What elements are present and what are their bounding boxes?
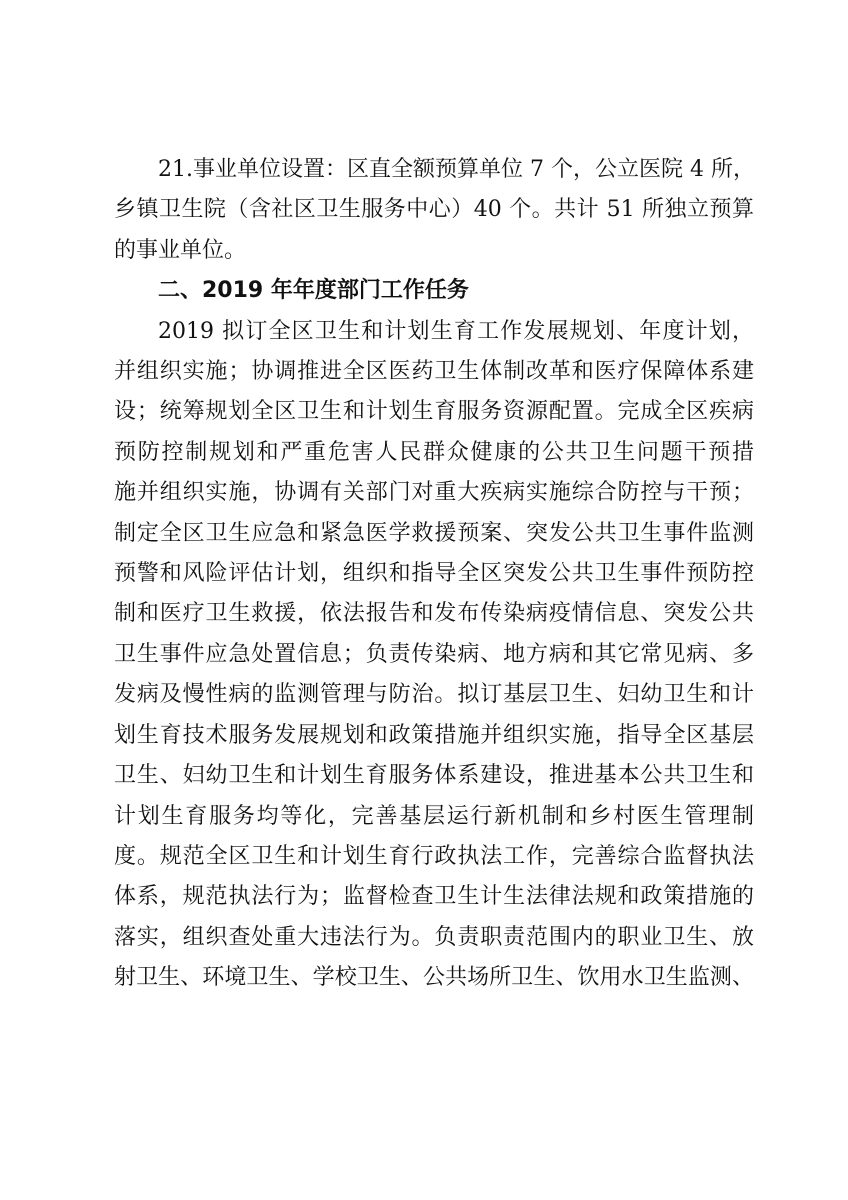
text-line: 划生育技术服务发展规划和政策措施并组织实施，指导全区基层 [114,722,754,748]
text-line: 乡镇卫生院（含社区卫生服务中心）40 个。共计 51 所独立预算 [114,197,754,223]
section-heading: 二、2019 年年度部门工作任务 [158,278,469,304]
text-line: 制和医疗卫生救援，依法报告和发布传染病疫情信息、突发公共 [114,601,754,627]
text-line: 设；统筹规划全区卫生和计划生育服务资源配置。完成全区疾病 [114,399,754,425]
text-line: 预警和风险评估计划，组织和指导全区突发公共卫生事件预防控 [114,561,754,587]
text-line: 并组织实施；协调推进全区医药卫生体制改革和医疗保障体系建 [114,359,754,385]
text-line: 21.事业单位设置：区直全额预算单位 7 个，公立医院 4 所， [158,157,755,182]
document-body [114,150,754,999]
text-line: 预防控制规划和严重危害人民群众健康的公共卫生问题干预措 [114,439,754,465]
text-line: 射卫生、环境卫生、学校卫生、公共场所卫生、饮用水卫生监测、 [114,965,754,991]
paragraph-tasks [114,312,754,999]
text-line: 制定全区卫生应急和紧急医学救援预案、突发公共卫生事件监测 [114,520,754,546]
text-line: 计划生育服务均等化，完善基层运行新机制和乡村医生管理制 [114,803,754,829]
text-line: 度。规范全区卫生和计划生育行政执法工作，完善综合监督执法 [114,843,754,869]
text-line: 发病及慢性病的监测管理与防治。拟订基层卫生、妇幼卫生和计 [114,682,754,708]
text-line: 体系，规范执法行为；监督检查卫生计生法律法规和政策措施的 [114,884,754,910]
text-line: 卫生、妇幼卫生和计划生育服务体系建设，推进基本公共卫生和 [114,763,754,789]
text-line: 落实，组织查处重大违法行为。负责职责范围内的职业卫生、放 [114,924,754,950]
text-line: 2019 拟订全区卫生和计划生育工作发展规划、年度计划， [158,318,754,344]
paragraph-21 [114,150,754,271]
text-line: 施并组织实施，协调有关部门对重大疾病实施综合防控与干预； [114,480,754,506]
text-line: 卫生事件应急处置信息；负责传染病、地方病和其它常见病、多 [114,641,754,667]
text-line: 的事业单位。 [114,237,247,263]
